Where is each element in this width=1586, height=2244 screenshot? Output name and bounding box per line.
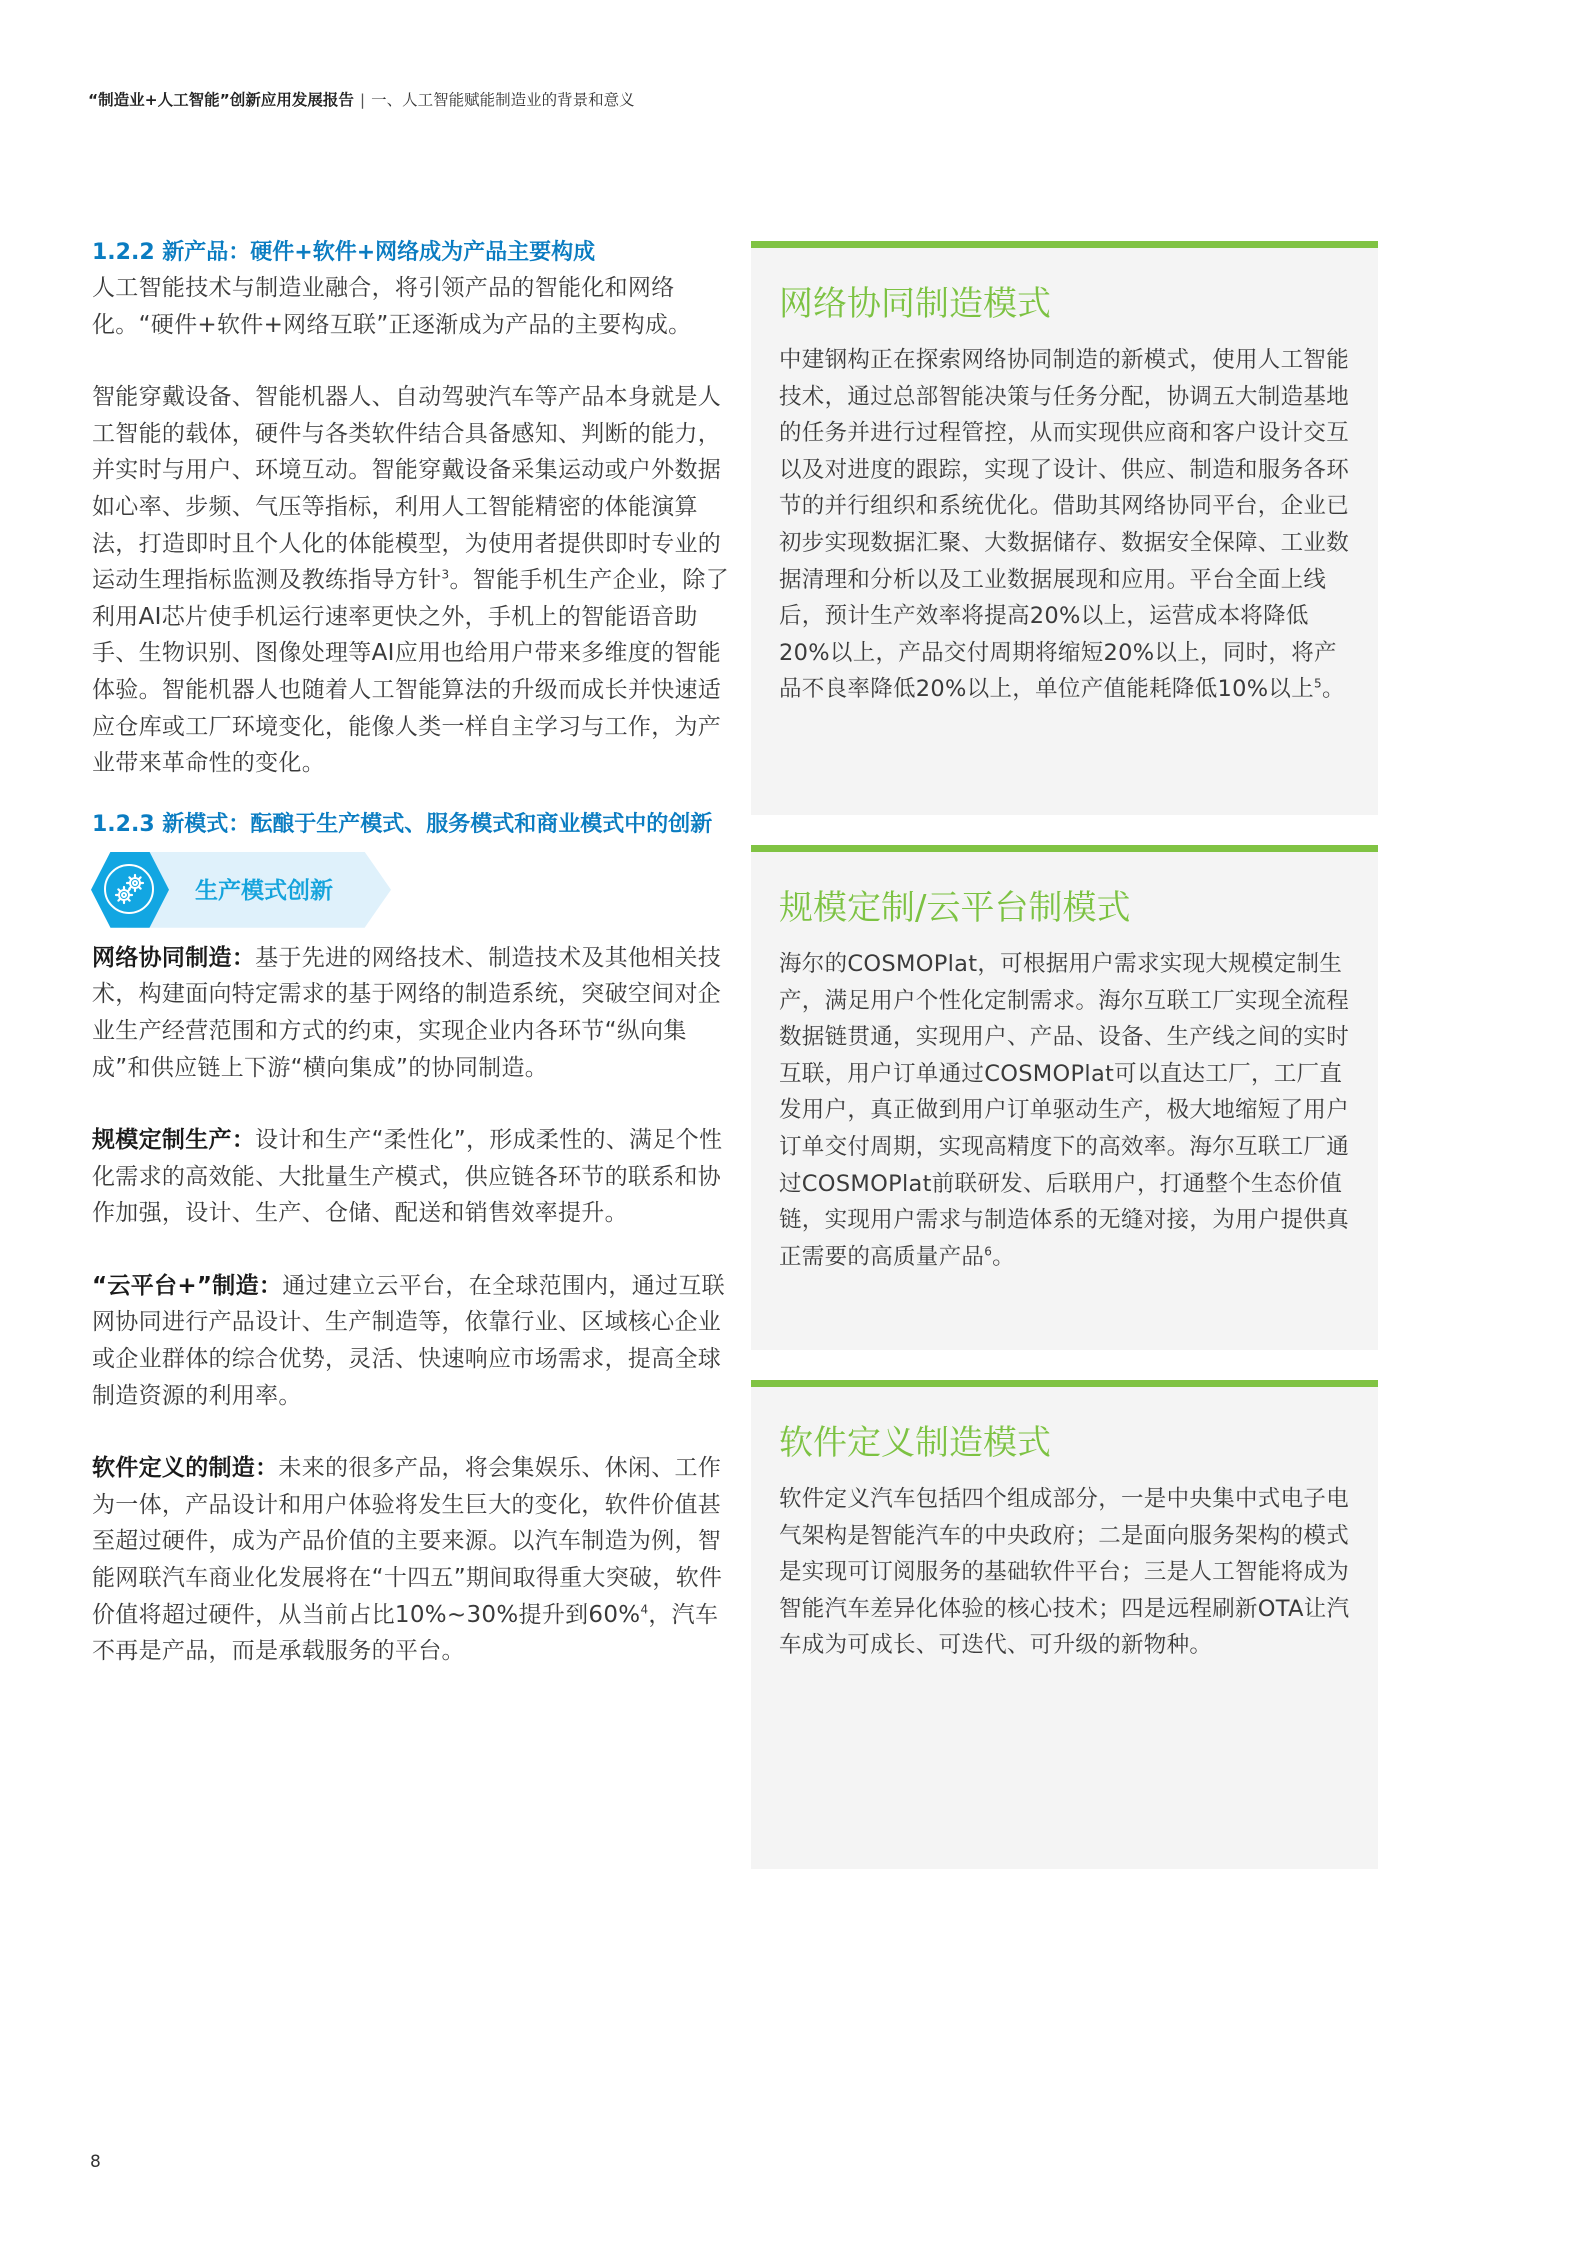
mode-item-customization: 规模定制生产：设计和生产“柔性化”，形成柔性的、满足个性化需求的高效能、大批量生产模式，供应链各环节的联系和协作加强，设计、生产、仓储、配送和销售效率提升。 (92, 1127, 723, 1227)
case-box-title: 规模定制/云平台制模式 (779, 888, 1131, 928)
footnote-ref[interactable]: 4 (640, 1601, 649, 1616)
case-box-software-defined (751, 1380, 1378, 1869)
footnote-ref[interactable]: 5 (1314, 676, 1322, 691)
section-heading-1-2-2: 1.2.2 新产品：硬件+软件+网络成为产品主要构成 (92, 240, 596, 265)
paragraph: 智能穿戴设备、智能机器人、自动驾驶汽车等产品本身就是人工智能的载体，硬件与各类软件结合具备感知、判断的能力，并实时与用户、环境互动。智能穿戴设备采集运动或户外数据如心率、步频、气压等指标，利用人工智能精密的体能演算法，打造即时且个人化的体能模型，为使用者提供即时专业的运动生理指标监测及教练指导方针$^3$。智能手机生产企业，除了利用AI芯片使手机运行速率更快之外，手机上的智能语音助手、生物识别、图像处理等AI应用也给用户带来多维度的智能体验。智能机器人也随着人工智能算法的升级而成长并快速适应仓库或工厂环境变化，能像人类一样自主学习与工作，为产业带来革命性的变化。 (92, 384, 730, 777)
mode-item-cloud: “云平台+”制造：通过建立云平台，在全球范围内，通过互联网协同进行产品设计、生产制造等，依靠行业、区域核心企业或企业群体的综合优势，灵活、快速响应市场需求，提高全球制造资源的利用率。 (92, 1272, 725, 1409)
case-box-title: 软件定义制造模式 (779, 1423, 1051, 1463)
production-mode-badge (91, 852, 391, 928)
gears-icon (111, 870, 149, 908)
case-box-text: 海尔的COSMOPlat，可根据用户需求实现大规模定制生产，满足用户个性化定制需求。海尔互联工厂实现全流程数据链贯通，实现用户、产品、设备、生产线之间的实时互联，用户订单通过COSMOPlat可以直达工厂，工厂直发用户，真正做到用户订单驱动生产，极大地缩短了用户订单交付周期，实现高精度下的高效率。海尔互联工厂通过COSMOPlat前联研发、后联用户，打通整个生态价值链，实现用户需求与制造体系的无缝对接，为用户提供真正需要的高质量产品$^6$。 (779, 951, 1350, 1270)
report-title: “制造业+人工智能”创新应用发展报告 (88, 91, 354, 109)
section-heading-1-2-3: 1.2.3 新模式：酝酿于生产模式、服务模式和商业模式中的创新 (92, 811, 713, 837)
badge-label: 生产模式创新 (195, 877, 333, 904)
case-box-customization-cloud (751, 845, 1378, 1350)
chapter-title: 一、人工智能赋能制造业的背景和意义 (371, 91, 635, 109)
case-box-text: 软件定义汽车包括四个组成部分，一是中央集中式电子电气架构是智能汽车的中央政府；二是面向服务架构的模式是实现可订阅服务的基础软件平台；三是人工智能将成为智能汽车差异化体验的核心技术；四是远程刷新OTA让汽车成为可成长、可迭代、可升级的新物种。 (779, 1486, 1350, 1659)
case-box-text: 中建钢构正在探索网络协同制造的新模式，使用人工智能技术，通过总部智能决策与任务分配，协调五大制造基地的任务并进行过程管控，从而实现供应商和客户设计交互以及对进度的跟踪，实现了设计、供应、制造和服务各环节的并行组织和系统优化。借助其网络协同平台，企业已初步实现数据汇聚、大数据储存、数据安全保障、工业数据清理和分析以及工业数据展现和应用。平台全面上线后，预计生产效率将提高20%以上，运营成本将降低20%以上，产品交付周期将缩短20%以上，同时，将产品不良率降低20%以上，单位产值能耗降低10%以上$^5$。 (779, 347, 1350, 703)
left-column (92, 236, 732, 1670)
mode-item-software: 软件定义的制造：未来的很多产品，将会集娱乐、休闲、工作为一体，产品设计和用户体验将发生巨大的变化，软件价值甚至超过硬件，成为产品价值的主要来源。以汽车制造为例，智能网联汽车商业化发展将在“十四五”期间取得重大突破，软件价值将超过硬件，从当前占比10%~30%提升到60%$^4$，汽车不再是产品，而是承载服务的平台。 (92, 1455, 723, 1665)
footnote-ref[interactable]: 3 (441, 567, 450, 582)
page-number: 8 (90, 2152, 101, 2172)
header-separator: | (359, 91, 366, 109)
case-box-title: 网络协同制造模式 (779, 284, 1051, 324)
case-box-network-collab (751, 241, 1378, 815)
mode-item-network: 网络协同制造：基于先进的网络技术、制造技术及其他相关技术，构建面向特定需求的基于网络的制造系统，突破空间对企业生产经营范围和方式的约束，实现企业内各环节“纵向集成”和供应链上下游“横向集成”的协同制造。 (92, 944, 722, 1081)
running-header (88, 88, 635, 110)
footnote-ref[interactable]: 6 (984, 1244, 993, 1259)
paragraph: 人工智能技术与制造业融合，将引领产品的智能化和网络化。“硬件+软件+网络互联”正逐渐成为产品的主要构成。 (92, 275, 692, 338)
